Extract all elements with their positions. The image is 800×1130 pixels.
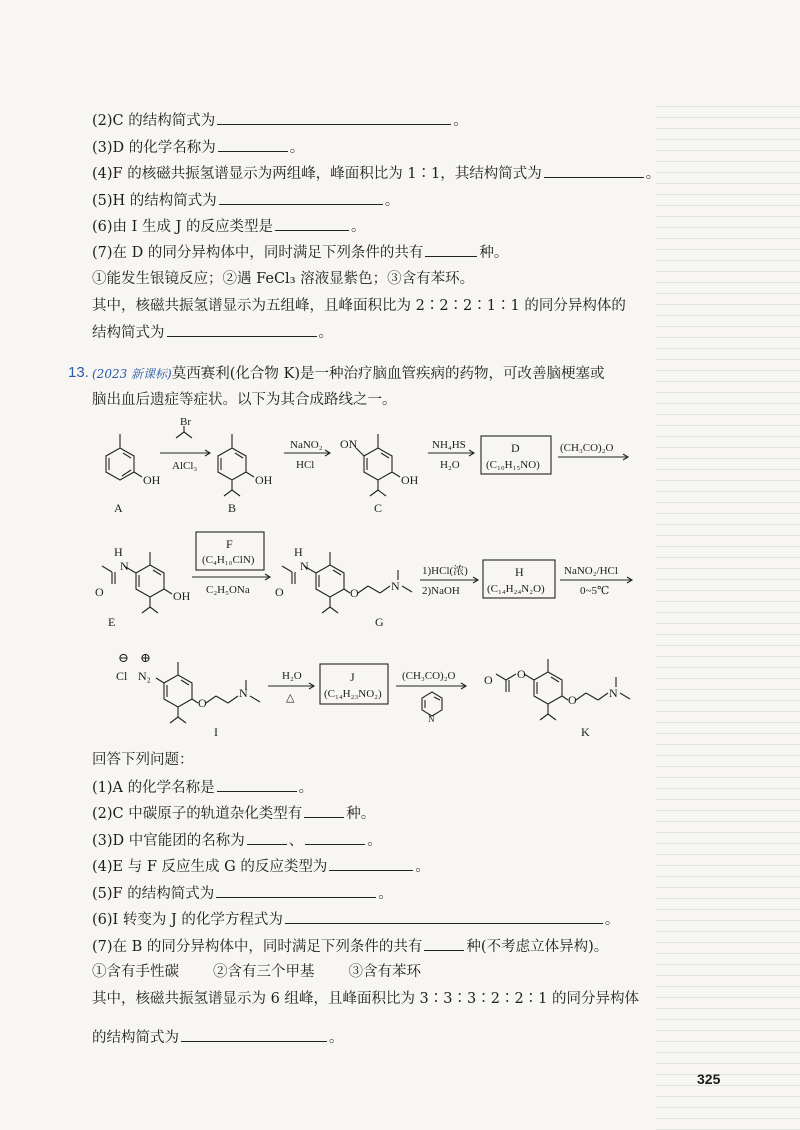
answer-blank[interactable]: [218, 137, 288, 152]
reagent-label: 0~5℃: [580, 585, 610, 597]
question-7-conditions: [92, 962, 421, 982]
atom-label: O: [568, 693, 577, 707]
page-edge-lines: [656, 96, 800, 1130]
question-13-intro-line1: (2023 新课标)莫西赛利(化合物 K)是一种治疗脑血管疾病的药物，可改善脑梗塞或: [92, 366, 605, 382]
prev-question-7-extra-line1: 其中，核磁共振氢谱显示为五组峰，且峰面积比为 2∶2∶2∶1∶1 的同分异构体的: [92, 298, 626, 314]
condition-1: ①含有手性碳: [92, 964, 179, 980]
answer-blank[interactable]: [247, 830, 287, 845]
prev-question-4: (4)F 的核磁共振氢谱显示为两组峰，峰面积比为 1∶1，其结构简式为 。: [92, 163, 660, 184]
reagent-label: HCl: [296, 459, 315, 471]
atom-label: H: [114, 545, 123, 559]
compound-label-i: I: [214, 725, 218, 739]
compound-formula: (C₁₄H₂₄N₂O): [487, 583, 545, 595]
answer-blank[interactable]: [217, 110, 451, 125]
condition-2: ②含有三个甲基: [213, 964, 315, 980]
atom-label: O: [275, 585, 284, 599]
compound-b-structure: [218, 434, 254, 496]
atom-label: O: [198, 696, 207, 710]
answer-blank[interactable]: [181, 1027, 327, 1042]
question-7-extra-line2: 的结构简式为 。: [92, 1027, 344, 1048]
answer-blank[interactable]: [329, 856, 413, 871]
compound-formula: (C₁₄H₂₃NO₂): [324, 688, 382, 700]
compound-formula: (C₄H₁₀ClN): [202, 554, 255, 566]
prev-question-3: (3)D 的化学名称为 。: [92, 137, 304, 158]
question-13-intro-line2: 脑出血后遗症等症状。以下为其合成路线之一。: [92, 392, 397, 408]
synthesis-scheme: [0, 410, 660, 745]
atom-label: OH: [401, 473, 419, 487]
compound-label-c: C: [374, 501, 383, 515]
answer-blank[interactable]: [285, 909, 603, 924]
atom-label: N: [239, 686, 248, 700]
compound-c-structure: [356, 434, 400, 496]
questions-lead: 回答下列问题：: [92, 752, 194, 768]
question-7-extra-line1: 其中，核磁共振氢谱显示为 6 组峰，且峰面积比为 3∶3∶3∶2∶2∶1 的同分异构体: [92, 991, 640, 1007]
reagent-label: △: [286, 692, 295, 704]
question-3: (3)D 中官能团的名称为 、 。: [92, 830, 382, 851]
reagent-label: AlCl₃: [172, 460, 198, 472]
compound-formula: (C₁₀H₁₅NO): [486, 459, 540, 471]
plus-charge-icon: ⊕: [140, 650, 151, 665]
answer-blank[interactable]: [305, 830, 365, 845]
atom-label: Cl: [116, 669, 128, 683]
compound-e-structure: [102, 552, 172, 613]
prev-question-6: (6)由 I 生成 J 的反应类型是 。: [92, 216, 366, 237]
compound-label-g: G: [375, 615, 384, 629]
compound-label-f: F: [226, 537, 233, 551]
reagent-label: 1)HCl(浓): [422, 565, 468, 577]
prev-question-5: (5)H 的结构简式为 。: [92, 190, 399, 211]
atom-label: H: [294, 545, 303, 559]
answer-blank[interactable]: [275, 216, 349, 231]
compound-label-k: K: [581, 725, 590, 739]
prev-question-7-conditions: ①能发生银镜反应；②遇 FeCl₃ 溶液显紫色；③含有苯环。: [92, 271, 475, 287]
reagent-label: NaNO₂/HCl: [564, 565, 618, 577]
atom-label: OH: [143, 473, 161, 487]
prev-question-7-extra-line2: 结构简式为 。: [92, 322, 333, 343]
atom-label: OH: [173, 589, 191, 603]
atom-label: N: [391, 579, 400, 593]
reagent-label: C₂H₅ONa: [206, 584, 250, 596]
atom-label: O: [484, 673, 493, 687]
compound-label-h: H: [515, 565, 524, 579]
reagent-label: 2)NaOH: [422, 585, 460, 597]
reagent-label: H₂O: [282, 670, 302, 682]
reagent-label: NaNO₂: [290, 439, 323, 451]
reagent-label: (CH₃CO)₂O: [402, 670, 456, 682]
compound-label-a: A: [114, 501, 123, 515]
question-6: (6)I 转变为 J 的化学方程式为 。: [92, 909, 619, 930]
atom-label: N: [609, 686, 618, 700]
atom-label: O: [95, 585, 104, 599]
answer-blank[interactable]: [217, 777, 297, 792]
prev-question-7: (7)在 D 的同分异构体中，同时满足下列条件的共有 种。: [92, 242, 508, 263]
answer-blank[interactable]: [425, 242, 477, 257]
compound-a-structure: [106, 434, 142, 480]
minus-charge-icon: ⊖: [118, 650, 129, 665]
compound-label-j: J: [350, 670, 355, 684]
atom-label: N: [120, 559, 129, 573]
condition-3: ③含有苯环: [348, 964, 421, 980]
question-7: (7)在 B 的同分异构体中，同时满足下列条件的共有 种(不考虑立体异构)。: [92, 936, 608, 957]
atom-label: O: [517, 667, 526, 681]
compound-label-d: D: [511, 441, 520, 455]
reagent-label: (CH₃CO)₂O: [560, 442, 614, 454]
question-source: (2023 新课标): [92, 367, 172, 381]
answer-blank[interactable]: [304, 803, 344, 818]
atom-label: O: [350, 586, 359, 600]
atom-label: OH: [255, 473, 273, 487]
answer-blank[interactable]: [544, 163, 644, 178]
atom-label: ON: [340, 437, 358, 451]
page-number: 325: [697, 1071, 721, 1087]
atom-label: N: [300, 559, 309, 573]
answer-blank[interactable]: [219, 190, 383, 205]
question-2: (2)C 中碳原子的轨道杂化类型有 种。: [92, 803, 375, 824]
atom-label: N₂: [138, 669, 151, 683]
answer-blank[interactable]: [216, 883, 376, 898]
question-5: (5)F 的结构简式为 。: [92, 883, 393, 904]
compound-label-e: E: [108, 615, 116, 629]
question-number: 13.: [68, 364, 89, 381]
pyridine-structure: [422, 692, 442, 716]
reagent-label: Br: [180, 416, 191, 428]
reagent-label: H₂O: [440, 459, 460, 471]
answer-blank[interactable]: [424, 936, 464, 951]
answer-blank[interactable]: [167, 322, 317, 337]
compound-label-b: B: [228, 501, 237, 515]
reagent-label: NH₄HS: [432, 439, 466, 451]
question-4: (4)E 与 F 反应生成 G 的反应类型为 。: [92, 856, 430, 877]
prev-question-2: (2)C 的结构简式为 。: [92, 110, 468, 131]
question-1: (1)A 的化学名称是 。: [92, 777, 313, 798]
atom-label: N: [428, 714, 435, 724]
